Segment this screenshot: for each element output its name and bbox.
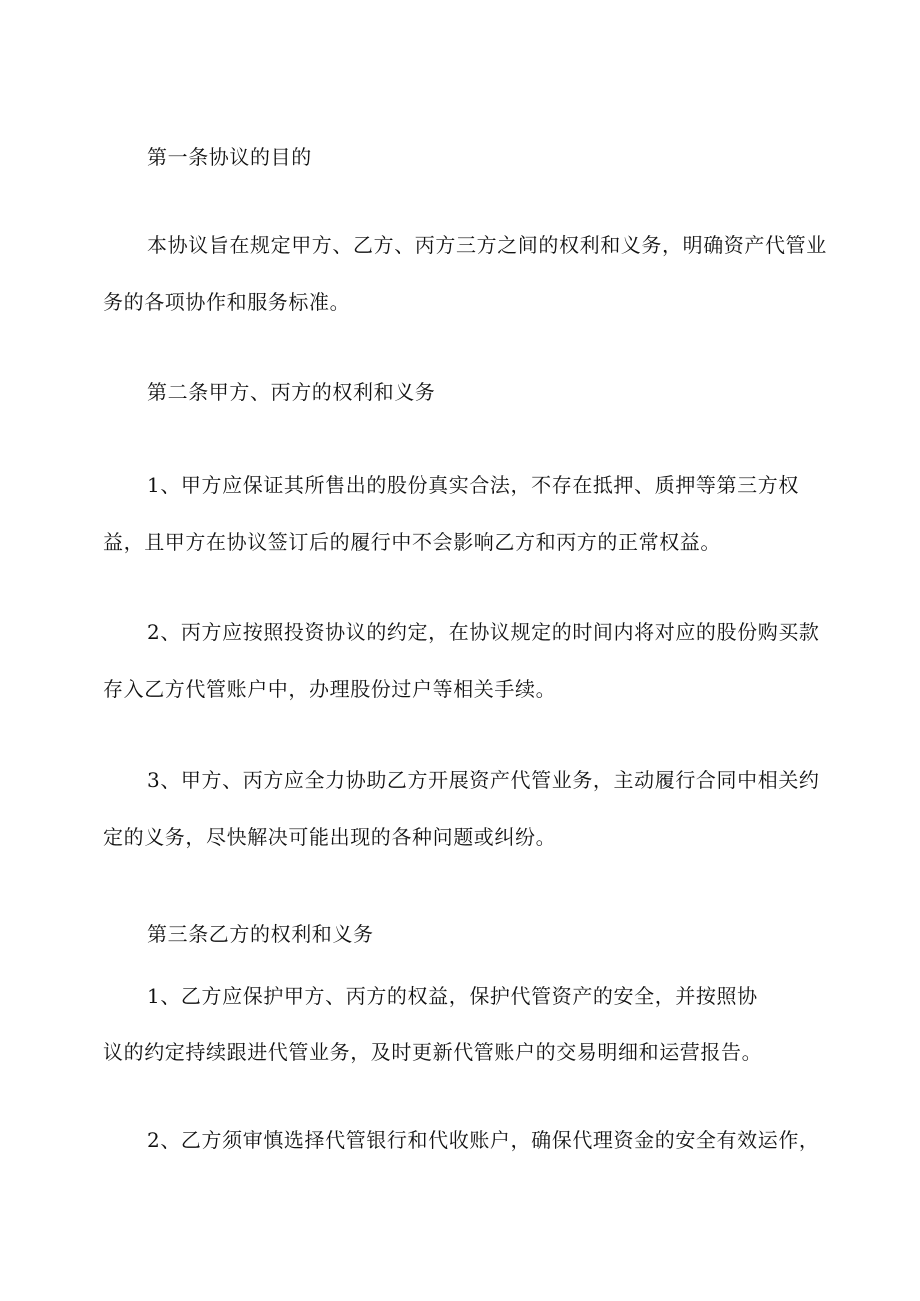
section-2-paragraph-2-line-1: 2、丙方应按照投资协议的约定，在协议规定的时间内将对应的股份购买款	[147, 620, 820, 644]
section-3-paragraph-2-line-1: 2、乙方须审慎选择代管银行和代收账户，确保代理资金的安全有效运作，	[147, 1128, 820, 1152]
section-1-paragraph-1-line-2: 务的各项协作和服务标准。	[103, 290, 351, 314]
section-2-heading: 第二条甲方、丙方的权利和义务	[147, 380, 436, 404]
section-1-paragraph-1-line-1: 本协议旨在规定甲方、乙方、丙方三方之间的权利和义务，明确资产代管业	[147, 233, 827, 257]
section-1-heading: 第一条协议的目的	[147, 145, 312, 169]
section-2-paragraph-1-line-1: 1、甲方应保证其所售出的股份真实合法，不存在抵押、质押等第三方权	[147, 473, 799, 497]
section-3-paragraph-1-line-1: 1、乙方应保护甲方、丙方的权益，保护代管资产的安全，并按照协	[147, 984, 758, 1008]
section-3-paragraph-1-line-2: 议的约定持续跟进代管业务，及时更新代管账户的交易明细和运营报告。	[103, 1040, 763, 1064]
section-2-paragraph-3-line-1: 3、甲方、丙方应全力协助乙方开展资产代管业务，主动履行合同中相关约	[147, 768, 820, 792]
section-2-paragraph-2-line-2: 存入乙方代管账户中，办理股份过户等相关手续。	[103, 677, 557, 701]
section-2-paragraph-1-line-2: 益，且甲方在协议签订后的履行中不会影响乙方和丙方的正常权益。	[103, 530, 721, 554]
section-2-paragraph-3-line-2: 定的义务，尽快解决可能出现的各种问题或纠纷。	[103, 825, 557, 849]
section-3-heading: 第三条乙方的权利和义务	[147, 922, 374, 946]
